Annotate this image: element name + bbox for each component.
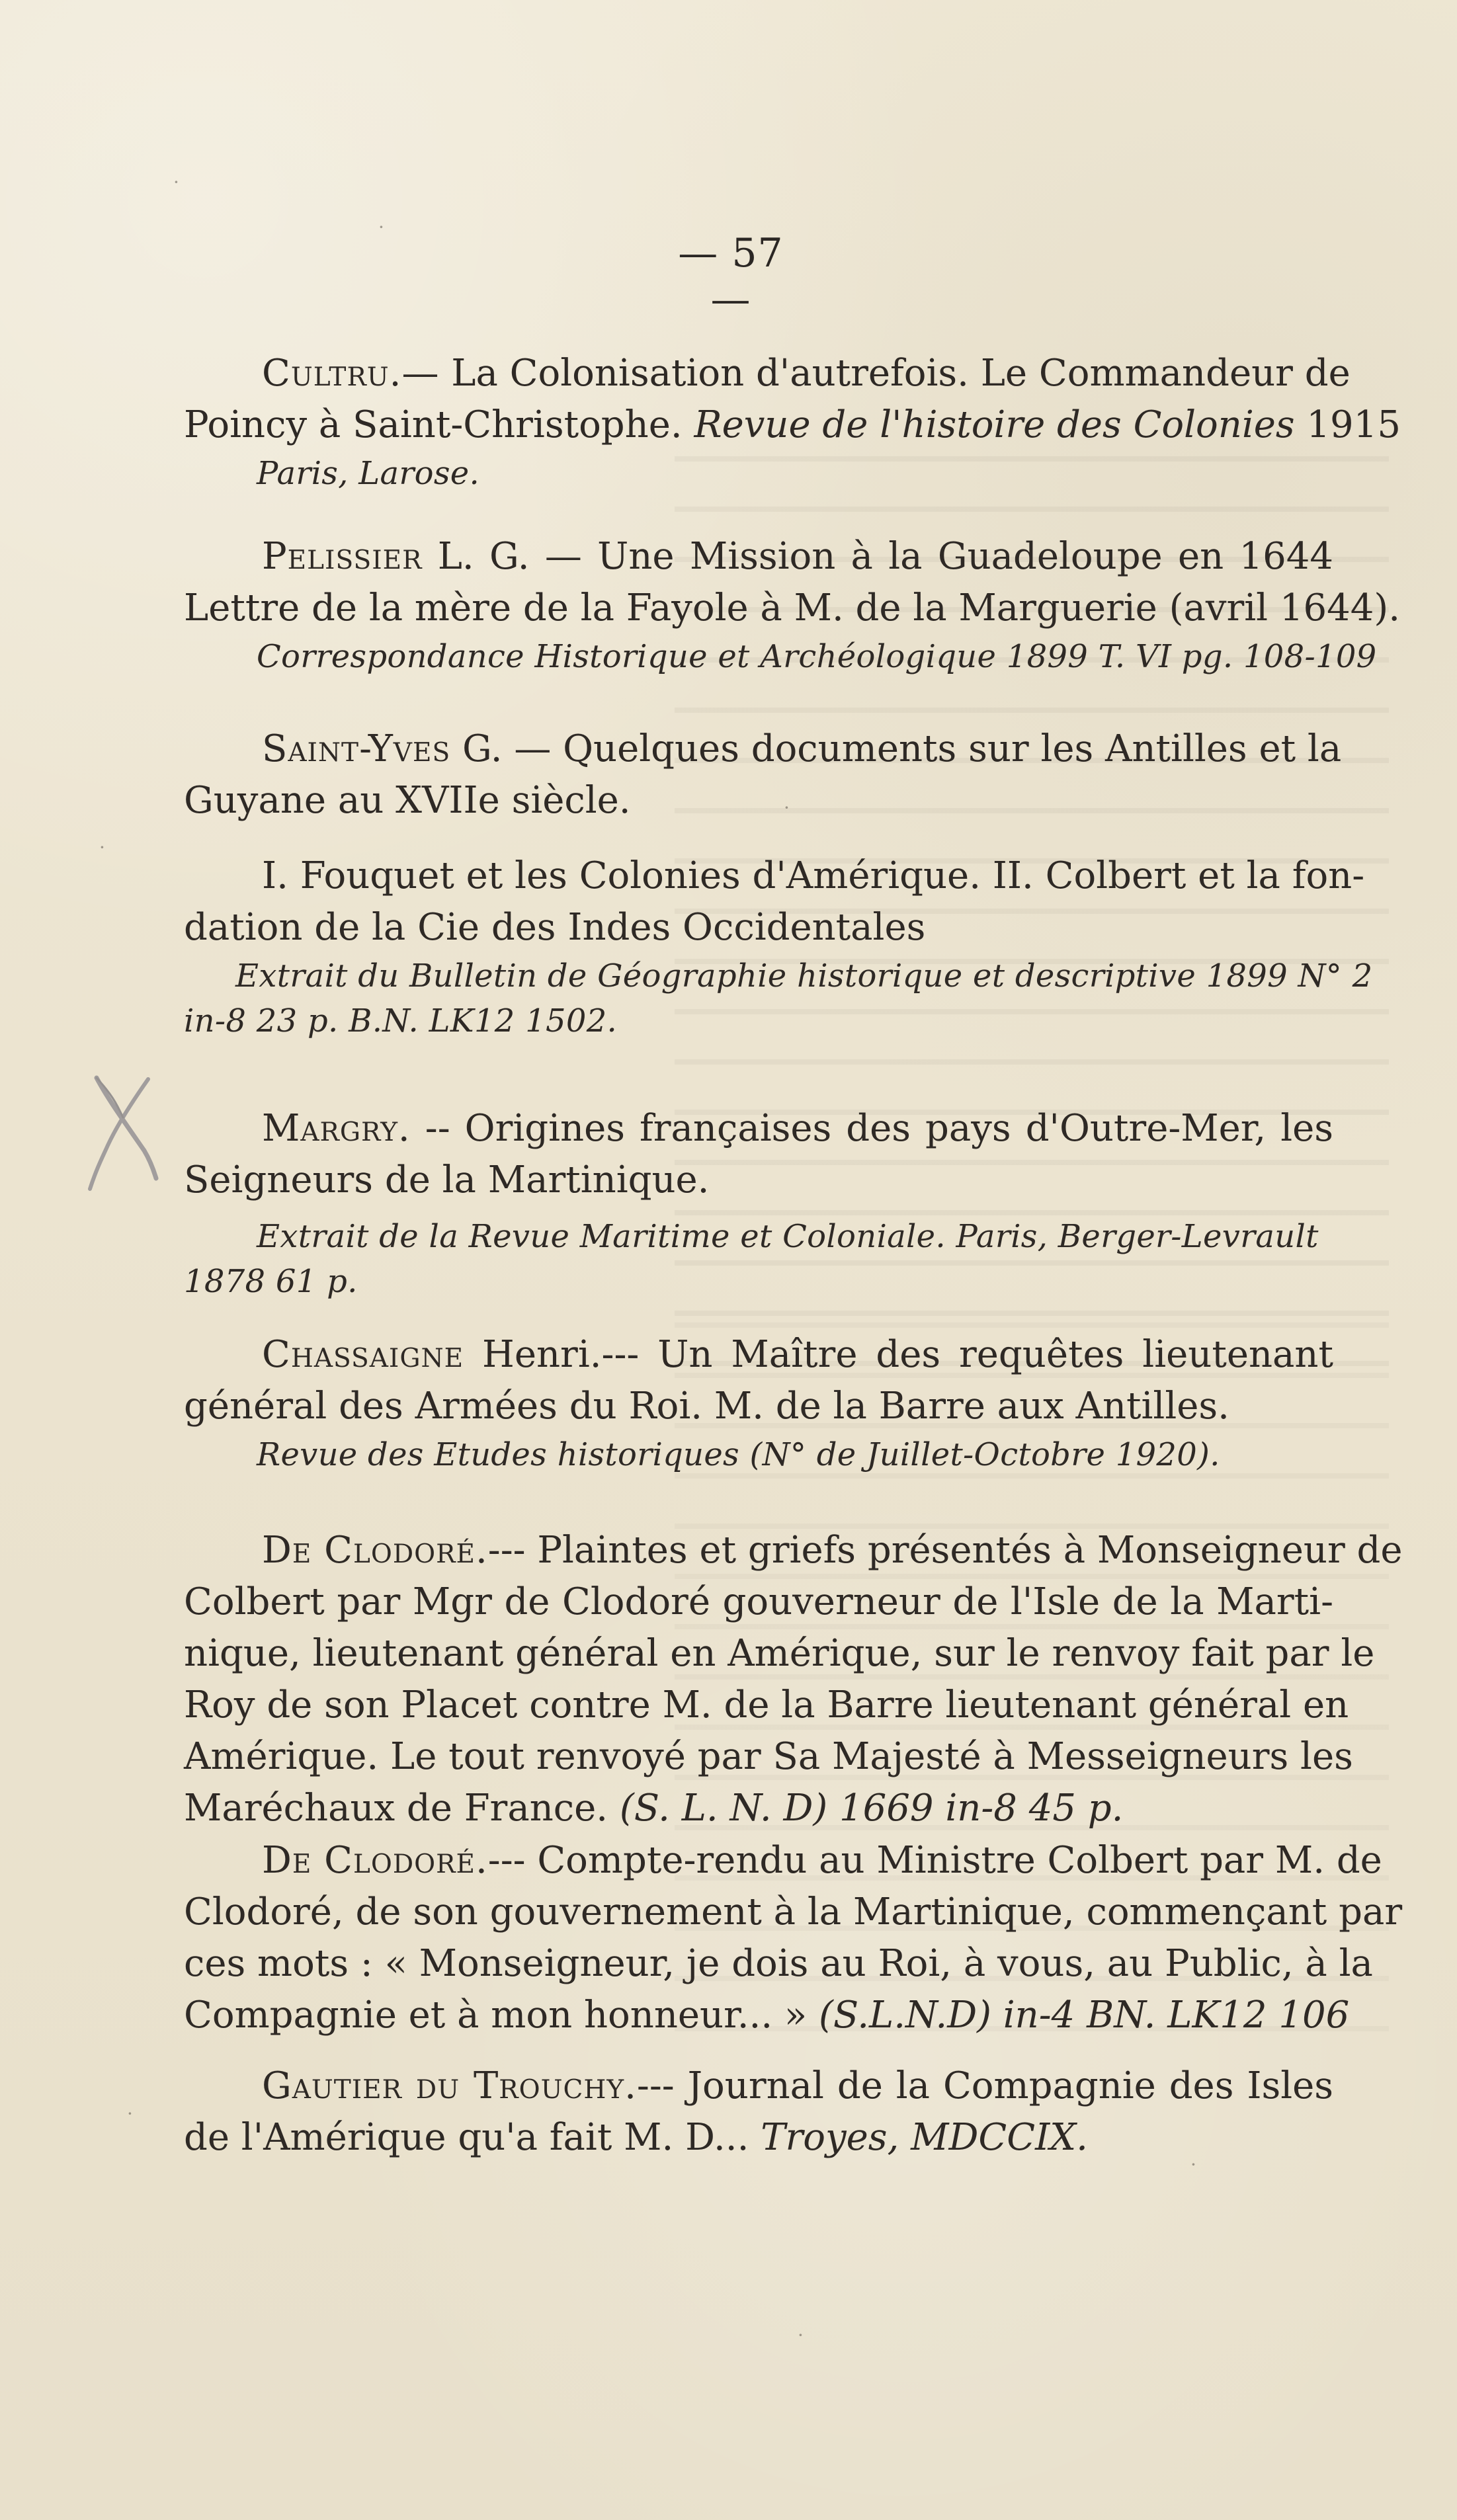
- author-name: Pelissier: [262, 535, 423, 578]
- entry-line: I. Fouquet et les Colonies d'Amérique. II. Colbert et la fon-: [262, 854, 1365, 897]
- publication-reference: (S.L.N.D) in-4 BN. LK12 106: [818, 1994, 1350, 2037]
- entry-line: [184, 723, 1342, 775]
- bibliography-entry-chassaigne: [184, 1329, 1333, 1477]
- reference-line: in-8 23 p. B.N. LK12 1502.: [184, 1002, 618, 1039]
- entry-text: Poincy à Saint-Christophe.: [184, 403, 694, 446]
- bibliography-entry-gautier-du-trouchy: [184, 2060, 1333, 2164]
- publisher-line: Paris, Larose.: [257, 455, 480, 492]
- ink-speck: ·: [99, 836, 105, 858]
- ink-speck: ·: [798, 2324, 804, 2346]
- entry-line: [184, 1103, 1333, 1155]
- entry-line: Guyane au XVIIe siècle.: [184, 779, 631, 822]
- entry-line: Amérique. Le tout renvoyé par Sa Majesté à Messeigneurs les: [184, 1735, 1353, 1778]
- author-name: Margry.: [262, 1107, 411, 1150]
- bibliography-entry-cultru: [184, 348, 1401, 496]
- entry-text: Henri.--- Un Maître des requêtes lieutenant: [464, 1333, 1333, 1376]
- publication-reference: (S. L. N. D) 1669 in-8 45 p.: [619, 1787, 1124, 1830]
- author-name: Cultru.—: [262, 352, 440, 395]
- entry-line: [184, 1990, 1350, 2041]
- ink-speck: ·: [1190, 2154, 1196, 2175]
- author-name: Chassaigne: [262, 1333, 464, 1376]
- entry-line: [184, 399, 1401, 451]
- entry-line: nique, lieutenant général en Amérique, sur le renvoy fait par le: [184, 1632, 1375, 1675]
- entry-line: [184, 1783, 1333, 1834]
- entry-text: Maréchaux de France.: [184, 1787, 620, 1830]
- reference-line: Extrait de la Revue Maritime et Coloniale. Paris, Berger-Levrault: [257, 1218, 1319, 1255]
- ink-speck: ·: [173, 171, 179, 193]
- x-cross-mark-icon: [85, 1066, 164, 1198]
- entry-text: Compagnie et à mon honneur... »: [184, 1994, 819, 2037]
- publication-year: 1915: [1294, 403, 1401, 446]
- entry-line: Roy de son Placet contre M. de la Barre lieutenant général en: [184, 1684, 1349, 1727]
- bibliography-entry-pelissier: [184, 531, 1401, 679]
- entry-line: [184, 2112, 1333, 2164]
- ink-speck: ·: [127, 2103, 133, 2125]
- author-name: De Clodoré.: [262, 1529, 488, 1572]
- entry-line: Seigneurs de la Martinique.: [184, 1158, 710, 1201]
- reference-line: 1878 61 p.: [184, 1263, 358, 1300]
- entry-text: L. G. — Une Mission à la Guadeloupe en 1644: [422, 535, 1333, 578]
- entry-text: --- Journal de la Compagnie des Isles: [636, 2064, 1333, 2107]
- entry-line: ces mots : « Monseigneur, je dois au Roi, à vous, au Public, à la: [184, 1942, 1373, 1985]
- bibliography-entry-saint-yves: [184, 723, 1373, 1043]
- entry-line: [184, 1525, 1403, 1576]
- reference-line: Correspondance Historique et Archéologique 1899 T. VI pg. 108-109: [257, 638, 1377, 675]
- bibliography-entry-de-clodore-plaintes: [184, 1525, 1403, 1834]
- entry-line: [184, 1835, 1382, 1887]
- publication-title: Revue de l'histoire des Colonies: [694, 403, 1295, 446]
- entry-line: [184, 531, 1333, 583]
- bibliography-entry-margry: [184, 1103, 1333, 1304]
- entry-line: [184, 348, 1351, 399]
- entry-text: G. — Quelques documents sur les Antilles et la: [450, 727, 1342, 770]
- entry-line: dation de la Cie des Indes Occidentales: [184, 906, 926, 949]
- author-name: Gautier du Trouchy.: [262, 2064, 637, 2107]
- entry-text: La Colonisation d'autrefois. Le Commandeur de: [439, 352, 1351, 395]
- entry-text: -- Origines françaises des pays d'Outre-Mer, les: [410, 1107, 1333, 1150]
- entry-line: Clodoré, de son gouvernement à la Martinique, commençant par: [184, 1890, 1403, 1933]
- entry-text: --- Plaintes et griefs présentés à Monseigneur de: [487, 1529, 1403, 1572]
- reference-line: Revue des Etudes historiques (N° de Juillet-Octobre 1920).: [257, 1436, 1220, 1473]
- author-name: De Clodoré.: [262, 1839, 488, 1882]
- ink-speck: ·: [378, 216, 384, 238]
- entry-line: [184, 2060, 1333, 2112]
- entry-line: Colbert par Mgr de Clodoré gouverneur de l'Isle de la Marti-: [184, 1580, 1333, 1623]
- reference-line: Extrait du Bulletin de Géographie historique et descriptive 1899 N° 2: [235, 957, 1373, 995]
- entry-line: Lettre de la mère de la Fayole à M. de la Marguerie (avril 1644).: [184, 587, 1401, 630]
- publication-reference: Troyes, MDCCIX.: [761, 2116, 1088, 2159]
- page-number: — 57 —: [678, 230, 784, 323]
- author-name: Saint-Yves: [262, 727, 451, 770]
- entry-text: de l'Amérique qu'a fait M. D...: [184, 2116, 761, 2159]
- bibliography-entry-de-clodore-compte-rendu: [184, 1835, 1403, 2041]
- entry-text: --- Compte-rendu au Ministre Colbert par M. de: [487, 1839, 1382, 1882]
- ink-speck: ·: [784, 797, 790, 819]
- entry-line: général des Armées du Roi. M. de la Barre aux Antilles.: [184, 1385, 1229, 1428]
- entry-line: [184, 1329, 1333, 1381]
